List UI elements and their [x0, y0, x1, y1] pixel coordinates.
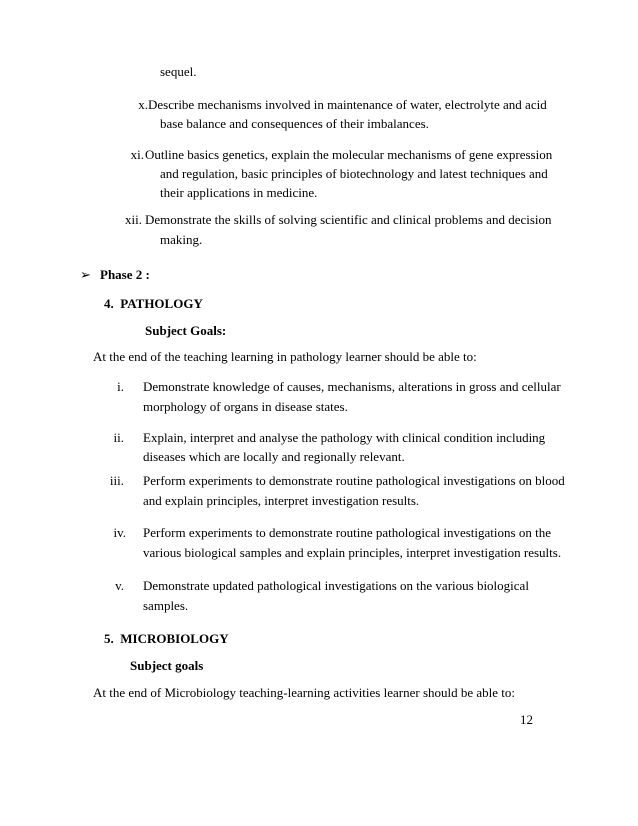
list-item-text: Demonstrate knowledge of causes, mechanisms, alterations in gross and cellular: [143, 379, 561, 394]
list-item-text: their applications in medicine.: [160, 185, 318, 200]
subject-goals-heading: Subject goals: [130, 658, 204, 673]
list-item-text: sequel.: [160, 64, 197, 79]
page-number: 12: [520, 712, 533, 727]
list-item-text: Demonstrate the skills of solving scientific and clinical problems and decision: [145, 212, 552, 227]
phase-heading: Phase 2 :: [100, 267, 150, 282]
list-item-text: Outline basics genetics, explain the molecular mechanisms of gene expression: [145, 147, 553, 162]
list-item-text: and regulation, basic principles of biotechnology and latest techniques and: [160, 166, 548, 181]
list-number: xii.: [125, 212, 142, 227]
section-intro: At the end of the teaching learning in pathology learner should be able to:: [93, 349, 477, 364]
list-number: xi.: [130, 147, 144, 162]
arrow-bullet-icon: ➢: [80, 267, 91, 282]
list-number: v.: [115, 578, 124, 593]
list-number: i.: [117, 379, 124, 394]
list-item-text: and explain principles, interpret investigation results.: [143, 493, 420, 508]
list-item-text: Perform experiments to demonstrate routine pathological investigations on the: [143, 525, 551, 540]
list-number: ii.: [113, 430, 124, 445]
list-number: x.: [138, 97, 148, 112]
list-item-text: Demonstrate updated pathological investigations on the various biological: [143, 578, 529, 593]
section-intro: At the end of Microbiology teaching-learning activities learner should be able to:: [93, 685, 516, 700]
subject-goals-heading: Subject Goals:: [145, 323, 227, 338]
list-item-text: making.: [160, 232, 203, 247]
list-item-text: base balance and consequences of their imbalances.: [160, 116, 429, 131]
list-item-text: various biological samples and explain principles, interpret investigation results.: [143, 545, 562, 560]
section-heading-pathology: 4. PATHOLOGY: [104, 296, 203, 311]
list-item-text: Explain, interpret and analyse the pathology with clinical condition including: [143, 430, 546, 445]
list-number: iii.: [109, 473, 124, 488]
list-item-text: morphology of organs in disease states.: [143, 399, 348, 414]
list-item-text: diseases which are locally and regionally relevant.: [143, 449, 405, 464]
section-heading-microbiology: 5. MICROBIOLOGY: [104, 631, 229, 646]
list-item-text: Perform experiments to demonstrate routine pathological investigations on blood: [143, 473, 565, 488]
list-item-text: samples.: [143, 598, 189, 613]
list-item-text: Describe mechanisms involved in maintenance of water, electrolyte and acid: [148, 97, 547, 112]
list-number: iv.: [113, 525, 126, 540]
